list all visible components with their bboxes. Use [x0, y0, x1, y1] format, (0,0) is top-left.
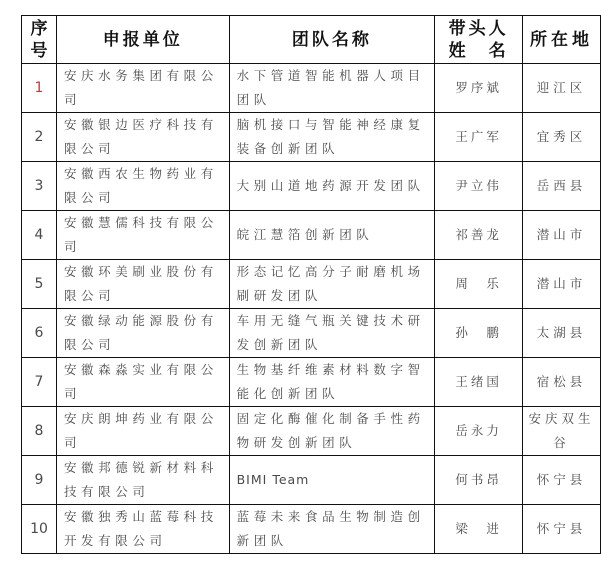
header-index-line2: 号 [30, 40, 48, 61]
team-cell: 车用无缝气瓶关键技术研发创新团队 [229, 309, 435, 358]
leader-cell: 王绪国 [435, 358, 523, 407]
table-row [22, 162, 601, 211]
row-number: 9 [22, 456, 57, 505]
table-row [22, 211, 601, 260]
location-cell: 怀宁县 [523, 456, 601, 505]
unit-cell: 安徽西农生物药业有限公司 [56, 162, 229, 211]
leader-cell: 梁 进 [435, 505, 523, 554]
table-row [22, 64, 601, 113]
location-cell: 岳西县 [523, 162, 601, 211]
leader-cell: 祁善龙 [435, 211, 523, 260]
unit-cell: 安徽邦德锐新材料科技有限公司 [56, 456, 229, 505]
header-leader [435, 16, 523, 64]
unit-cell: 安徽慧儒科技有限公司 [56, 211, 229, 260]
location-cell: 迎江区 [523, 64, 601, 113]
leader-cell: 王广军 [435, 113, 523, 162]
table-row [22, 505, 601, 554]
leader-cell: 罗序斌 [435, 64, 523, 113]
team-cell: 生物基纤维素材料数字智能化创新团队 [229, 358, 435, 407]
leader-cell: 孙 鹏 [435, 309, 523, 358]
table-row [22, 456, 601, 505]
row-number: 1 [22, 64, 57, 113]
table-row [22, 260, 601, 309]
location-cell: 宜秀区 [523, 113, 601, 162]
location-cell: 潜山市 [523, 260, 601, 309]
leader-cell: 周 乐 [435, 260, 523, 309]
unit-cell: 安徽银边医疗科技有限公司 [56, 113, 229, 162]
unit-cell: 安徽环美刷业股份有限公司 [56, 260, 229, 309]
row-number: 8 [22, 407, 57, 456]
table-row [22, 309, 601, 358]
unit-cell: 安徽绿动能源股份有限公司 [56, 309, 229, 358]
row-number: 6 [22, 309, 57, 358]
leader-cell: 尹立伟 [435, 162, 523, 211]
team-cell: 皖江慧箔创新团队 [229, 211, 435, 260]
table-header-row [22, 16, 601, 64]
row-number: 10 [22, 505, 57, 554]
leader-cell: 岳永力 [435, 407, 523, 456]
row-number: 3 [22, 162, 57, 211]
team-list-table [21, 15, 601, 554]
location-cell: 宿松县 [523, 358, 601, 407]
unit-cell: 安庆水务集团有限公司 [56, 64, 229, 113]
location-cell: 潜山市 [523, 211, 601, 260]
unit-cell: 安庆朗坤药业有限公司 [56, 407, 229, 456]
header-index-line1: 序 [30, 18, 48, 39]
table-row [22, 358, 601, 407]
team-cell: BIMI Team [229, 456, 435, 505]
team-cell: 水下管道智能机器人项目团队 [229, 64, 435, 113]
header-index [22, 16, 57, 64]
team-cell: 固定化酶催化制备手性药物研发创新团队 [229, 407, 435, 456]
row-number: 7 [22, 358, 57, 407]
table-row [22, 407, 601, 456]
unit-cell: 安徽独秀山蓝莓科技开发有限公司 [56, 505, 229, 554]
location-cell: 怀宁县 [523, 505, 601, 554]
header-leader-line1: 带头人 [448, 18, 509, 39]
team-cell: 形态记忆高分子耐磨机场刷研发团队 [229, 260, 435, 309]
team-cell: 蓝莓未来食品生物制造创新团队 [229, 505, 435, 554]
table-row [22, 113, 601, 162]
header-team: 团队名称 [229, 16, 435, 64]
header-location: 所在地 [523, 16, 601, 64]
team-cell: 大别山道地药源开发团队 [229, 162, 435, 211]
unit-cell: 安徽森淼实业有限公司 [56, 358, 229, 407]
row-number: 2 [22, 113, 57, 162]
location-cell: 安庆双生谷 [523, 407, 601, 456]
location-cell: 太湖县 [523, 309, 601, 358]
row-number: 5 [22, 260, 57, 309]
team-cell: 脑机接口与智能神经康复装备创新团队 [229, 113, 435, 162]
header-leader-line2: 姓 名 [448, 40, 509, 61]
row-number: 4 [22, 211, 57, 260]
header-unit: 申报单位 [56, 16, 229, 64]
leader-cell: 何书昂 [435, 456, 523, 505]
